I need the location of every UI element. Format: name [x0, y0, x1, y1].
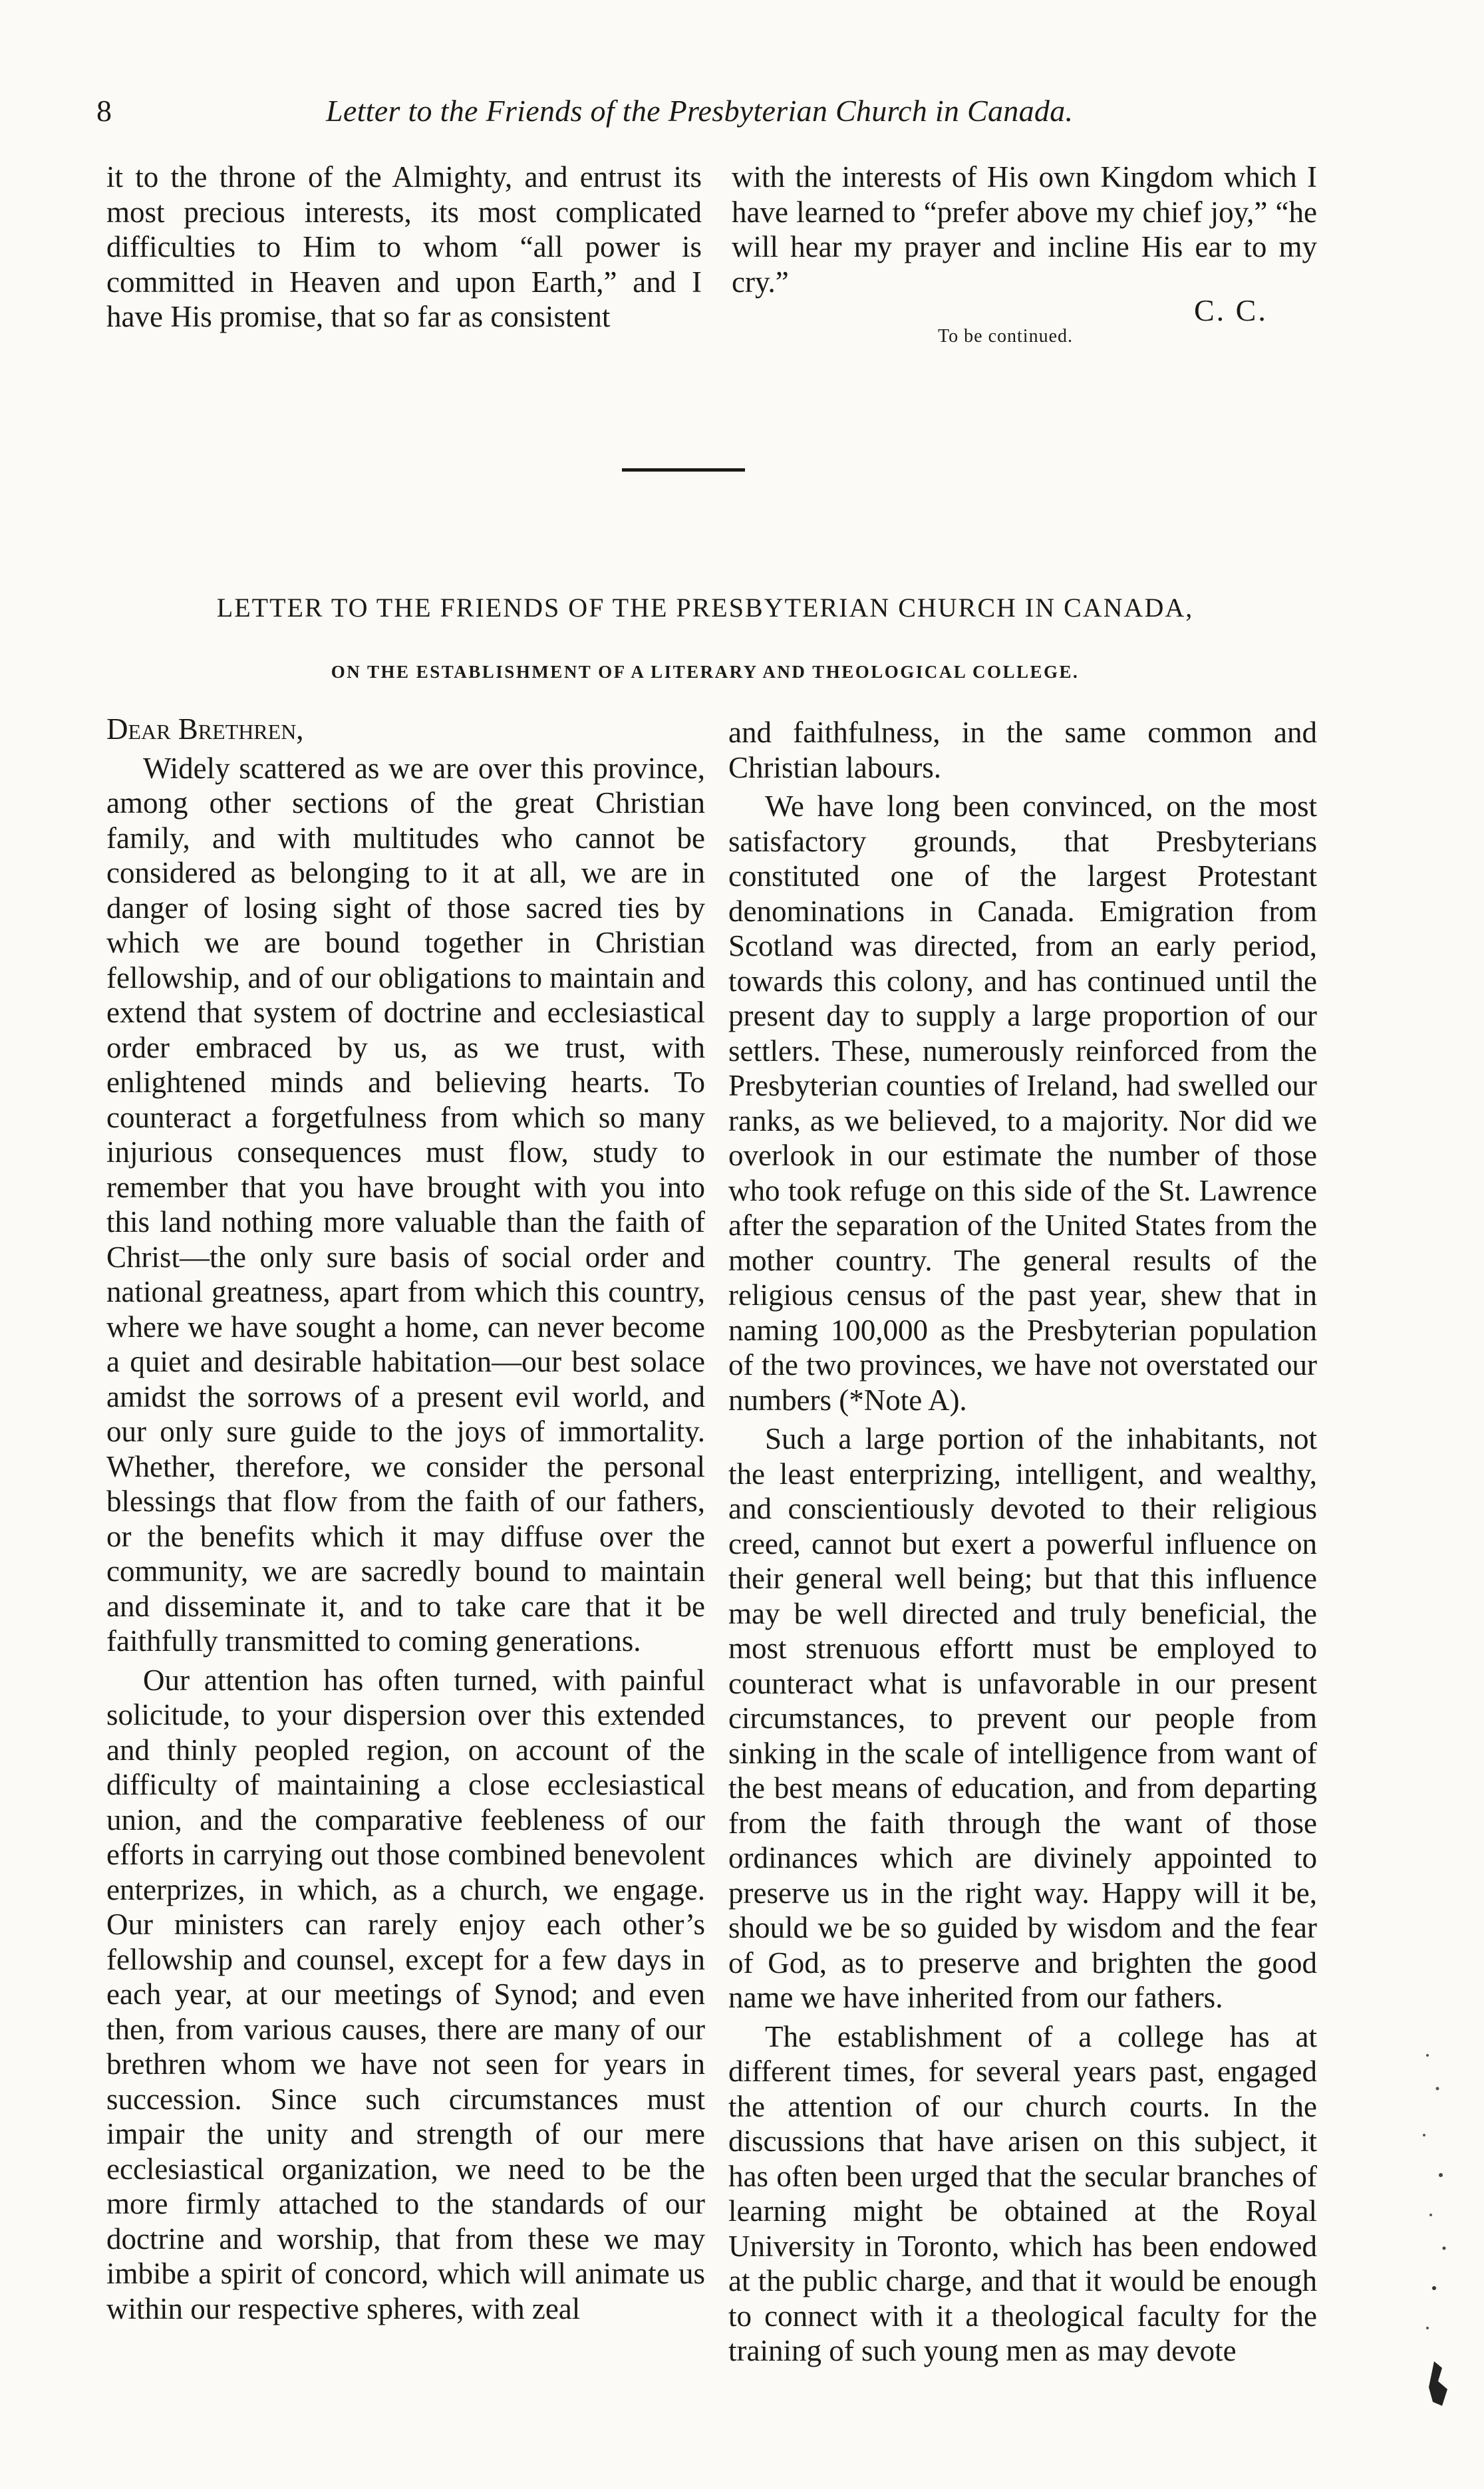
- previous-letter-right-column: [732, 160, 1317, 299]
- article-left-column: [106, 712, 705, 2326]
- previous-letter-left-text: it to the throne of the Almighty, and entrust its most precious interests, its most complicated difficulties to Him to whom “all power is committed in Heaven and upon Earth,” and I have His promise, that so far as consistent: [106, 160, 702, 333]
- paragraph: Our attention has often turned, with painful solicitude, to your dispersion over this extended and thinly peopled region, on account of the difficulty of maintaining a close ecclesiastical union, and the comparative feebleness of our efforts in carrying out those combined benevolent enterprizes, in which, as a church, we engage. Our ministers can rarely enjoy each other’s fellowship and counsel, except for a few days in each year, at our meetings of Synod; and even then, from various causes, there are many of our brethren whom we have not seen for years in succession. Since such circumstances must impair the unity and strength of our mere ecclesiastical organization, we need to be the more firmly attached to the standards of our doctrine and worship, that from these we may imbibe a spirit of concord, which will animate us within our respective spheres, with zeal: [106, 1663, 705, 2325]
- paragraph: and faithfulness, in the same common and Christian labours.: [728, 716, 1317, 784]
- running-title: Letter to the Friends of the Presbyterian Church in Canada.: [326, 94, 1074, 128]
- paragraph: Widely scattered as we are over this province, among other sections of the great Christian family, and with multitudes who cannot be considered as belonging to it at all, we are in danger of losing sight of those sacred ties by which we are bound together in Christian fellowship, and of our obligations to maintain and extend that system of doctrine and ecclesiastical order embraced by us, as we trust, with enlightened minds and believing hearts. To counteract a forgetfulness from which so many injurious consequences must flow, study to remember that you have brought with you into this land nothing more valuable than the faith of Christ—the only sure basis of social order and national greatness, apart from which this country, where we have sought a home, can never become a quiet and desirable habitation—our best solace amidst the sorrows of a present evil world, and our only sure guide to the joys of immortality. Whether, therefore, we consider the personal blessings that flow from the faith of our fathers, or the benefits which it may diffuse over the community, we are sacredly bound to maintain and disseminate it, and to take care that it be faithfully transmitted to coming generations.: [106, 751, 705, 1658]
- page-header: [96, 93, 1320, 140]
- scan-specks: [1408, 2049, 1461, 2434]
- previous-letter-right-text: with the interests of His own Kingdom which I have learned to “prefer above my chief joy,” “he will hear my prayer and incline His ear to my cry.”: [732, 160, 1317, 299]
- paragraph: We have long been convinced, on the most satisfactory grounds, that Presbyterians constituted one of the largest Protestant denominations in Canada. Emigration from Scotland was directed, from an early period, towards this colony, and has continued until the present day to supply a large proportion of our settlers. These, numerously reinforced from the Presbyterian counties of Ireland, had swelled our ranks, as we believed, to a majority. Nor did we overlook in our estimate the number of those who took refuge on this side of the St. Lawrence after the separation of the United States from the mother country. The general results of the religious census of the past year, shew that in naming 100,000 as the Presbyterian population of the two provinces, we have not overstated our numbers (*Note A).: [728, 790, 1317, 1417]
- article-subtitle: ON THE ESTABLISHMENT OF A LITERARY AND THEOLOGICAL COLLEGE.: [331, 662, 1080, 682]
- page-number: 8: [96, 94, 112, 128]
- signature: C. C.: [1194, 293, 1268, 327]
- salutation: Dear Brethren,: [106, 712, 304, 746]
- article-right-column: [728, 715, 1317, 2369]
- section-divider: [622, 468, 745, 472]
- paragraph: The establishment of a college has at different times, for several years past, engaged the attention of our church courts. In the discussions that have arisen on this subject, it has often been urged that the secular branches of learning might be obtained at the Royal University in Toronto, which has been endowed at the public charge, and that it would be enough to connect with it a theological faculty for the training of such young men as may devote: [728, 2019, 1317, 2367]
- article-title: LETTER TO THE FRIENDS OF THE PRESBYTERIAN CHURCH IN CANADA,: [216, 593, 1194, 623]
- previous-letter-left-column: [106, 160, 702, 335]
- to-be-continued: To be continued.: [938, 326, 1073, 347]
- paragraph: Such a large portion of the inhabitants, not the least enterprizing, intelligent, and wealthy, and conscientiously devoted to their religious creed, cannot but exert a powerful influence on their general well being; but that this influence may be well directed and truly beneficial, the most strenuous effortt must be employed to counteract what is unfavorable in our present circumstances, to prevent our people from sinking in the scale of intelligence from want of the best means of education, and from departing from the faith through the want of those ordinances which are divinely appointed to preserve us in the right way. Happy will it be, should we be so guided by wisdom and the fear of God, as to preserve and brighten the good name we have inherited from our fathers.: [728, 1422, 1317, 2014]
